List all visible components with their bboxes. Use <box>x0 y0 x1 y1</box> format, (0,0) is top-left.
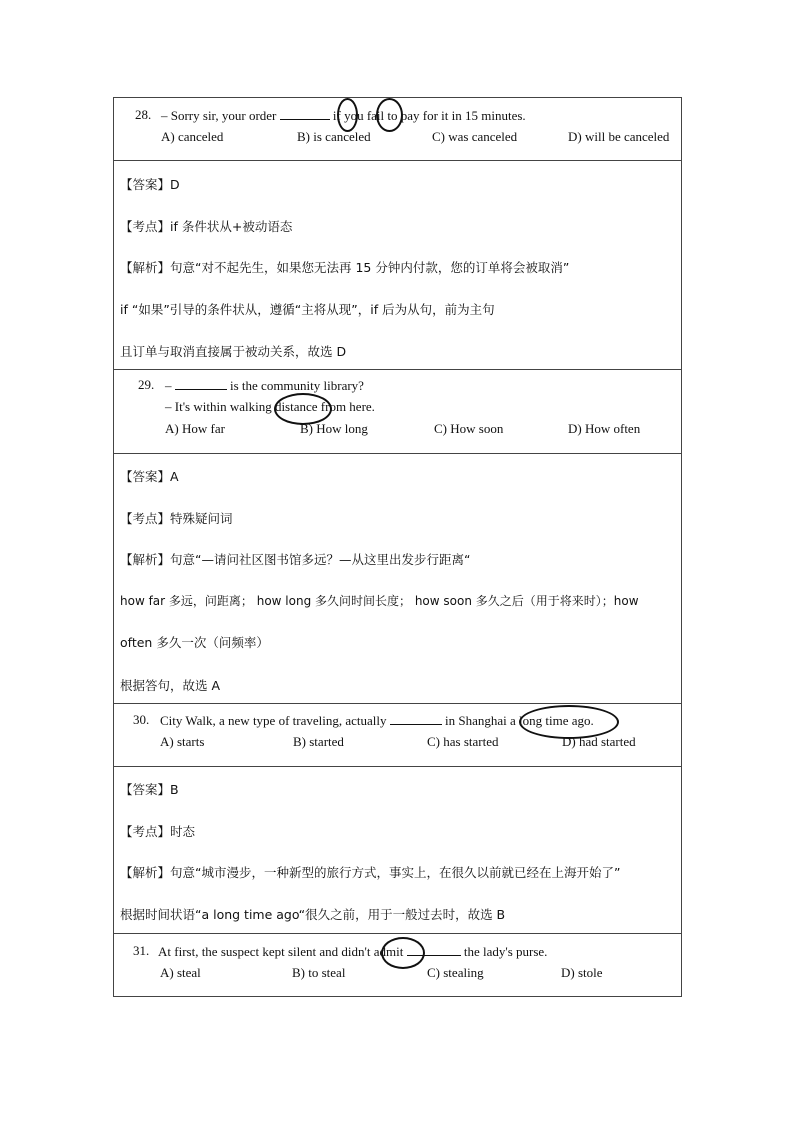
row-divider <box>113 703 682 704</box>
row-divider <box>113 933 682 934</box>
option-a: A) starts <box>160 734 205 749</box>
answer-blank <box>175 377 227 390</box>
option-b: B) How long <box>300 421 368 436</box>
question-number: 31. <box>133 943 150 958</box>
stem-text: – Sorry sir, your order <box>161 108 277 123</box>
stem-text: is the community library? <box>230 378 364 393</box>
table-right-border <box>681 97 682 997</box>
analysis-line: 且订单与取消直接属于被动关系，故选 D <box>120 344 347 359</box>
stem-text: At first, the suspect kept silent and didn't admit <box>158 944 404 959</box>
question-number: 29. <box>138 377 155 392</box>
question-stem <box>158 943 547 960</box>
stem-text: if you fail to pay for it in 15 minutes. <box>332 108 526 123</box>
option-a: A) How far <box>165 421 225 436</box>
analysis-line: if “如果”引导的条件状从，遵循“主将从现”，if 后为从句，前为主句 <box>120 302 495 317</box>
handwritten-circle-mark <box>337 98 358 132</box>
table-left-border <box>113 97 114 997</box>
stem-text: the lady's purse. <box>463 944 548 959</box>
option-c: C) was canceled <box>432 129 518 144</box>
analysis-line: 根据时间状语“a long time ago“很久之前，用于一般过去时，故选 B <box>120 907 506 922</box>
handwritten-circle-mark <box>274 393 332 425</box>
answer-line: 【答案】A <box>120 469 179 484</box>
row-divider <box>113 766 682 767</box>
analysis-line: often 多久一次（问频率） <box>120 635 269 650</box>
option-c: C) stealing <box>427 965 484 980</box>
option-a: A) steal <box>160 965 201 980</box>
answer-line: 【答案】D <box>120 177 180 192</box>
reply-line: – It's within walking distance from here. <box>165 399 375 414</box>
option-b: B) started <box>293 734 344 749</box>
analysis-line: 【解析】句意“—请问社区图书馆多远？—从这里出发步行距离“ <box>120 552 471 567</box>
question-number: 30. <box>133 712 150 727</box>
handwritten-circle-mark <box>381 937 425 969</box>
stem-text: City Walk, a new type of traveling, actually <box>160 713 387 728</box>
option-d: D) How often <box>568 421 641 436</box>
option-d: D) will be canceled <box>568 129 670 144</box>
question-number: 28. <box>135 107 152 122</box>
answer-line: 【答案】B <box>120 782 179 797</box>
analysis-line: 【解析】句意“对不起先生，如果您无法再 15 分钟内付款，您的订单将会被取消” <box>120 260 570 275</box>
point-line: 【考点】if 条件状从+被动语态 <box>120 219 293 234</box>
stem-text: in Shanghai a long time ago. <box>445 713 594 728</box>
question-stem <box>165 377 364 394</box>
handwritten-circle-mark <box>376 98 403 132</box>
table-top-border <box>113 97 682 98</box>
handwritten-circle-mark <box>519 705 619 739</box>
answer-blank <box>390 712 442 725</box>
option-c: C) has started <box>427 734 499 749</box>
stem-text: – <box>165 378 172 393</box>
point-line: 【考点】特殊疑问词 <box>120 511 233 526</box>
answer-blank <box>280 107 330 120</box>
analysis-line: how far 多远，问距离； how long 多久问时间长度； how soon 多久之后（用于将来时）；how <box>120 594 639 608</box>
row-divider <box>113 453 682 454</box>
row-divider <box>113 369 682 370</box>
point-line: 【考点】时态 <box>120 824 196 839</box>
row-divider <box>113 160 682 161</box>
option-a: A) canceled <box>161 129 224 144</box>
option-d: D) had started <box>562 734 636 749</box>
analysis-line: 【解析】句意“城市漫步，一种新型的旅行方式，事实上，在很久以前就已经在上海开始了” <box>120 865 621 880</box>
option-b: B) is canceled <box>297 129 371 144</box>
analysis-line: 根据答句，故选 A <box>120 678 221 693</box>
table-bottom-border <box>113 996 682 997</box>
option-b: B) to steal <box>292 965 346 980</box>
option-c: C) How soon <box>434 421 504 436</box>
option-d: D) stole <box>561 965 603 980</box>
